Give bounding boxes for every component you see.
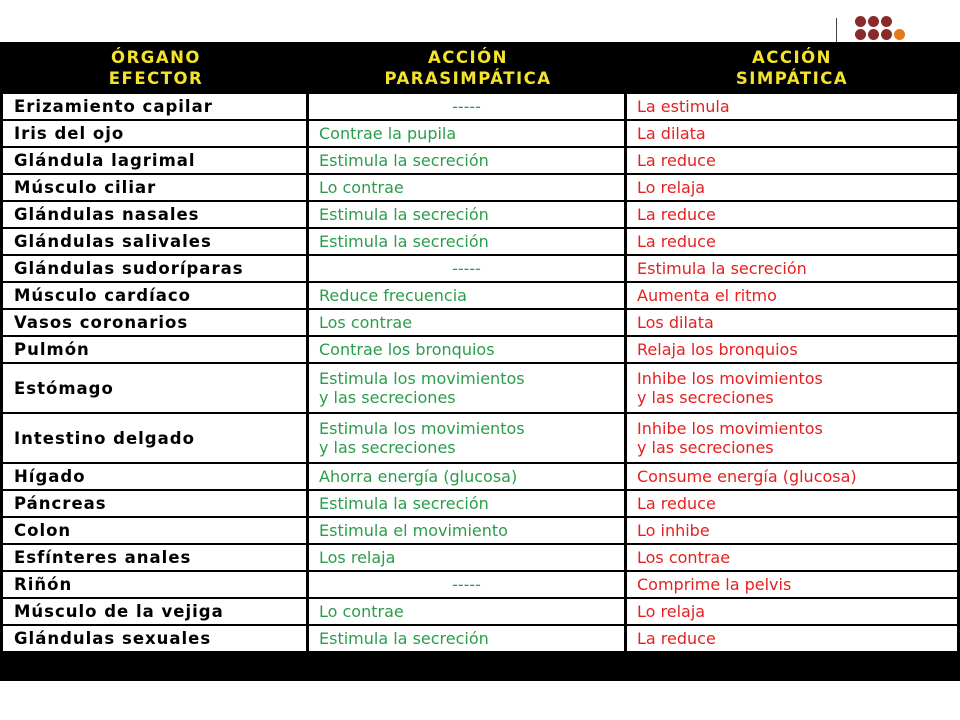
cell-text: Estómago xyxy=(14,378,114,398)
cell-text: Lo relaja xyxy=(637,602,706,621)
table-row xyxy=(3,572,957,599)
table-row xyxy=(3,148,957,175)
table-row xyxy=(3,464,957,491)
organ-cell xyxy=(3,337,309,364)
header-line: PARASIMPÁTICA xyxy=(384,69,552,88)
decor-dot xyxy=(855,29,866,40)
sympathetic-cell xyxy=(627,202,957,229)
cell-text: Lo contrae xyxy=(319,602,404,621)
cell-text: ----- xyxy=(452,575,481,594)
organ-cell xyxy=(3,310,309,337)
cell-text: La reduce xyxy=(637,232,716,251)
cell-text: La reduce xyxy=(637,151,716,170)
header-line: SIMPÁTICA xyxy=(735,69,849,88)
cell-text: Estimula la secreción xyxy=(319,629,489,648)
table-row xyxy=(3,337,957,364)
sympathetic-cell xyxy=(627,283,957,310)
cell-text: Consume energía (glucosa) xyxy=(637,467,857,486)
header-line: ÓRGANO xyxy=(111,48,201,67)
cell-text: Lo relaja xyxy=(637,178,706,197)
organ-cell xyxy=(3,202,309,229)
table-row xyxy=(3,364,957,414)
cell-text: Estimula los movimientos xyxy=(319,419,525,438)
parasympathetic-cell xyxy=(309,283,627,310)
cell-text: Los relaja xyxy=(319,548,396,567)
table-row xyxy=(3,545,957,572)
organ-cell xyxy=(3,94,309,121)
cell-text: Músculo cardíaco xyxy=(14,286,192,305)
table-row xyxy=(3,175,957,202)
cell-text: Comprime la pelvis xyxy=(637,575,792,594)
organ-cell xyxy=(3,464,309,491)
sympathetic-cell xyxy=(627,121,957,148)
decor-dot xyxy=(894,29,905,40)
cell-text: La dilata xyxy=(637,124,706,143)
cell-text: Intestino delgado xyxy=(14,428,195,448)
cell-text: Pulmón xyxy=(14,340,90,359)
decor-dot xyxy=(868,16,879,27)
table-row xyxy=(3,491,957,518)
organ-cell xyxy=(3,364,309,414)
cell-text: y las secreciones xyxy=(319,438,456,457)
sympathetic-cell xyxy=(627,572,957,599)
cell-text: y las secreciones xyxy=(319,388,456,407)
cell-text: Estimula la secreción xyxy=(319,205,489,224)
cell-text: Estimula la secreción xyxy=(319,494,489,513)
decor-dot xyxy=(881,16,892,27)
sympathetic-cell xyxy=(627,94,957,121)
sympathetic-cell xyxy=(627,364,957,414)
cell-text: Lo contrae xyxy=(319,178,404,197)
table-row xyxy=(3,202,957,229)
parasympathetic-cell xyxy=(309,175,627,202)
parasympathetic-cell xyxy=(309,572,627,599)
cell-text: Glándulas sexuales xyxy=(14,629,212,648)
organ-cell xyxy=(3,518,309,545)
table-body xyxy=(3,94,957,653)
decor-dot xyxy=(868,29,879,40)
cell-text: Relaja los bronquios xyxy=(637,340,798,359)
sympathetic-cell xyxy=(627,175,957,202)
parasympathetic-cell xyxy=(309,414,627,464)
header-sympathetic xyxy=(627,42,957,94)
table-row xyxy=(3,121,957,148)
cell-text: La reduce xyxy=(637,494,716,513)
cell-text: Inhibe los movimientos xyxy=(637,419,823,438)
cell-text: La estimula xyxy=(637,97,730,116)
cell-text: Los dilata xyxy=(637,313,714,332)
cell-text: Estimula la secreción xyxy=(319,151,489,170)
cell-text: ----- xyxy=(452,97,481,116)
parasympathetic-cell xyxy=(309,121,627,148)
organ-cell xyxy=(3,491,309,518)
cell-text: Los contrae xyxy=(637,548,731,567)
parasympathetic-cell xyxy=(309,202,627,229)
sympathetic-cell xyxy=(627,229,957,256)
cell-text: Reduce frecuencia xyxy=(319,286,467,305)
sympathetic-cell xyxy=(627,337,957,364)
cell-text: Estimula la secreción xyxy=(319,232,489,251)
table-row xyxy=(3,283,957,310)
parasympathetic-cell xyxy=(309,229,627,256)
cell-text: y las secreciones xyxy=(637,388,774,407)
sympathetic-cell xyxy=(627,414,957,464)
sympathetic-cell xyxy=(627,491,957,518)
sympathetic-cell xyxy=(627,310,957,337)
cell-text: y las secreciones xyxy=(637,438,774,457)
header-organ xyxy=(3,42,309,94)
sympathetic-cell xyxy=(627,464,957,491)
cell-text: La reduce xyxy=(637,205,716,224)
organ-cell xyxy=(3,283,309,310)
autonomic-actions-table xyxy=(3,42,957,653)
cell-text: Estimula los movimientos xyxy=(319,369,525,388)
header-parasympathetic xyxy=(309,42,627,94)
sympathetic-cell xyxy=(627,518,957,545)
table-row xyxy=(3,94,957,121)
parasympathetic-cell xyxy=(309,364,627,414)
organ-cell xyxy=(3,545,309,572)
cell-text: Páncreas xyxy=(14,494,107,513)
header-line: EFECTOR xyxy=(108,69,204,88)
parasympathetic-cell xyxy=(309,148,627,175)
header-line: ACCIÓN xyxy=(428,48,508,67)
parasympathetic-cell xyxy=(309,599,627,626)
table-header-row xyxy=(3,42,957,94)
cell-text: Los contrae xyxy=(319,313,413,332)
cell-text: Colon xyxy=(14,521,72,540)
organ-cell xyxy=(3,414,309,464)
cell-text: Contrae los bronquios xyxy=(319,340,495,359)
decor-dot xyxy=(855,16,866,27)
table-row xyxy=(3,414,957,464)
sympathetic-cell xyxy=(627,599,957,626)
parasympathetic-cell xyxy=(309,464,627,491)
sympathetic-cell xyxy=(627,626,957,653)
table-row xyxy=(3,599,957,626)
cell-text: Vasos coronarios xyxy=(14,313,189,332)
cell-text: Lo inhibe xyxy=(637,521,710,540)
cell-text: Iris del ojo xyxy=(14,124,125,143)
decor-dot xyxy=(881,29,892,40)
divider-line xyxy=(836,18,837,44)
organ-cell xyxy=(3,572,309,599)
sympathetic-cell xyxy=(627,148,957,175)
cell-text: Contrae la pupila xyxy=(319,124,457,143)
parasympathetic-cell xyxy=(309,256,627,283)
parasympathetic-cell xyxy=(309,491,627,518)
cell-text: Riñón xyxy=(14,575,73,594)
table-row xyxy=(3,310,957,337)
table-row xyxy=(3,518,957,545)
autonomic-table-container xyxy=(0,42,960,681)
parasympathetic-cell xyxy=(309,310,627,337)
parasympathetic-cell xyxy=(309,94,627,121)
cell-text: Esfínteres anales xyxy=(14,548,192,567)
organ-cell xyxy=(3,599,309,626)
cell-text: Glándulas nasales xyxy=(14,205,200,224)
cell-text: Glándula lagrimal xyxy=(14,151,196,170)
cell-text: Ahorra energía (glucosa) xyxy=(319,467,518,486)
cell-text: La reduce xyxy=(637,629,716,648)
cell-text: Hígado xyxy=(14,467,86,486)
cell-text: Glándulas sudoríparas xyxy=(14,259,244,278)
parasympathetic-cell xyxy=(309,626,627,653)
organ-cell xyxy=(3,256,309,283)
organ-cell xyxy=(3,229,309,256)
table-row xyxy=(3,256,957,283)
sympathetic-cell xyxy=(627,256,957,283)
cell-text: Aumenta el ritmo xyxy=(637,286,777,305)
organ-cell xyxy=(3,148,309,175)
sympathetic-cell xyxy=(627,545,957,572)
parasympathetic-cell xyxy=(309,545,627,572)
table-row xyxy=(3,229,957,256)
organ-cell xyxy=(3,626,309,653)
cell-text: Erizamiento capilar xyxy=(14,97,213,116)
cell-text: Glándulas salivales xyxy=(14,232,212,251)
cell-text: Estimula el movimiento xyxy=(319,521,508,540)
parasympathetic-cell xyxy=(309,518,627,545)
organ-cell xyxy=(3,175,309,202)
cell-text: ----- xyxy=(452,259,481,278)
cell-text: Estimula la secreción xyxy=(637,259,807,278)
parasympathetic-cell xyxy=(309,337,627,364)
table-row xyxy=(3,626,957,653)
header-line: ACCIÓN xyxy=(752,48,832,67)
organ-cell xyxy=(3,121,309,148)
cell-text: Inhibe los movimientos xyxy=(637,369,823,388)
cell-text: Músculo de la vejiga xyxy=(14,602,224,621)
cell-text: Músculo ciliar xyxy=(14,178,157,197)
